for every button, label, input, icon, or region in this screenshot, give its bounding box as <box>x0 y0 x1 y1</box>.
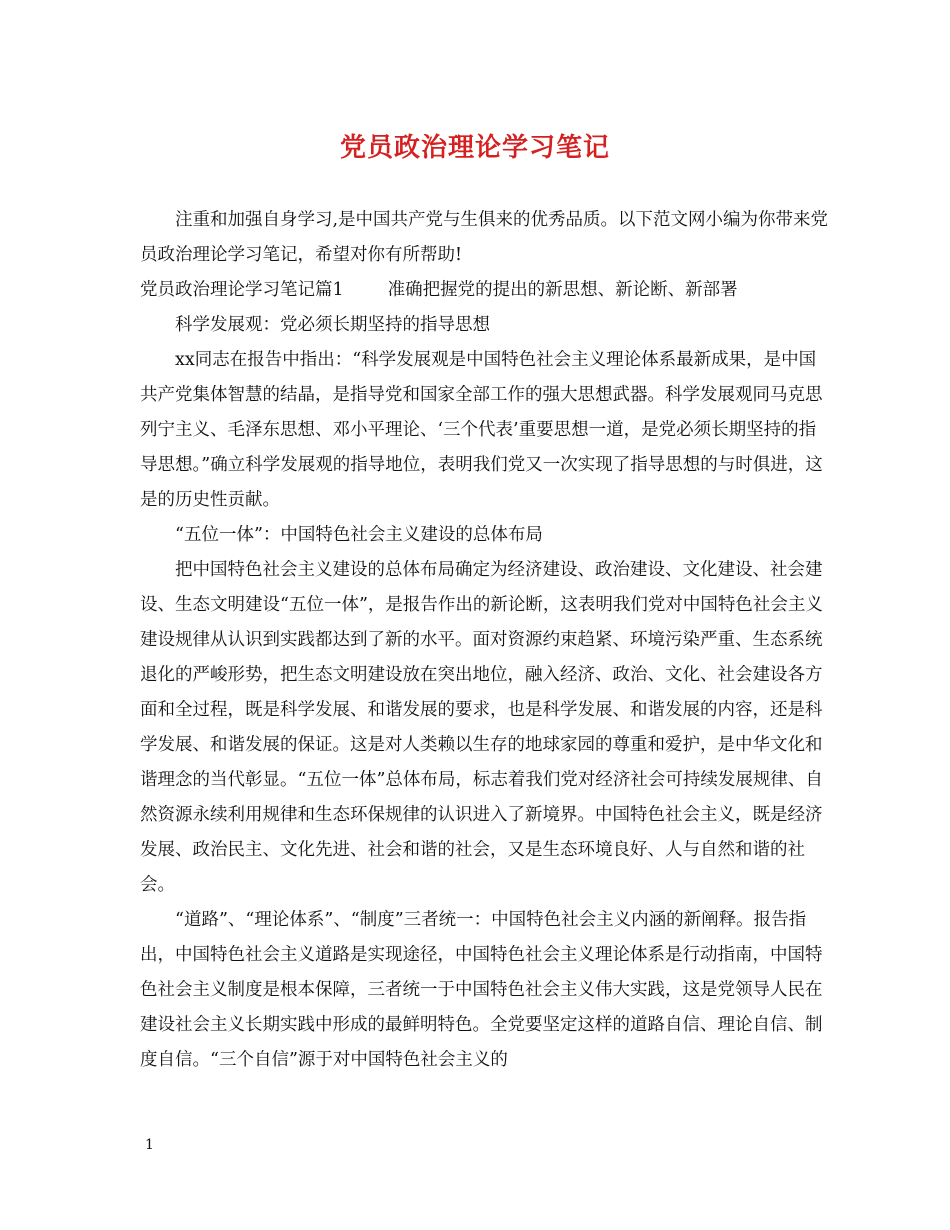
page-title: 党员政治理论学习笔记 <box>339 133 610 163</box>
paragraph-intro: 注重和加强自身学习,是中国共产党与生俱来的优秀品质。以下范文网小编为你带来党员政治理论学习笔记，希望对你有所帮助! <box>140 210 829 265</box>
subheading-five-in-one: “五位一体”：中国特色社会主义建设的总体布局 <box>175 525 543 545</box>
section-heading <box>140 273 830 308</box>
document-body <box>140 203 830 1078</box>
section-label: 党员政治理论学习笔记篇1 <box>140 280 344 300</box>
section-text: 准确把握党的提出的新思想、新论断、新部署 <box>387 280 738 300</box>
page-number: 1 <box>145 1137 154 1153</box>
paragraph-scientific-outlook: xx同志在报告中指出：“科学发展观是中国特色社会主义理论体系最新成果，是中国共产党集体智慧的结晶，是指导党和国家全部工作的强大思想武器。科学发展观同马克思列宁主义、毛泽东思想、邓小平理论、‘三个代表’重要思想一道，是党必须长期坚持的指导思想。”确立科学发展观的指导地位，表明我们党又一次实现了指导思想的与时俱进，这是的历史性贡献。 <box>140 350 823 510</box>
subheading-scientific-outlook: 科学发展观：党必须长期坚持的指导思想 <box>175 315 490 335</box>
paragraph-five-in-one: 把中国特色社会主义建设的总体布局确定为经济建设、政治建设、文化建设、社会建设、生态文明建设“五位一体”，是报告作出的新论断，这表明我们党对中国特色社会主义建设规律从认识到实践都达到了新的水平。面对资源约束趋紧、环境污染严重、生态系统退化的严峻形势，把生态文明建设放在突出地位，融入经济、政治、文化、社会建设各方面和全过程，既是科学发展、和谐发展的要求，也是科学发展、和谐发展的内容，还是科学发展、和谐发展的保证。这是对人类赖以生存的地球家园的尊重和爱护，是中华文化和谐理念的当代彰显。“五位一体”总体布局，标志着我们党对经济社会可持续发展规律、自然资源永续利用规律和生态环保规律的认识进入了新境界。中国特色社会主义，既是经济发展、政治民主、文化先进、社会和谐的社会，又是生态环境良好、人与自然和谐的社会。 <box>140 560 823 895</box>
paragraph-three-unity: “道路”、“理论体系”、“制度”三者统一：中国特色社会主义内涵的新阐释。报告指出，中国特色社会主义道路是实现途径，中国特色社会主义理论体系是行动指南，中国特色社会主义制度是根本保障，三者统一于中国特色社会主义伟大实践，这是党领导人民在建设社会主义长期实践中形成的最鲜明特色。全党要坚定这样的道路自信、理论自信、制度自信。“三个自信”源于对中国特色社会主义的 <box>140 910 823 1070</box>
